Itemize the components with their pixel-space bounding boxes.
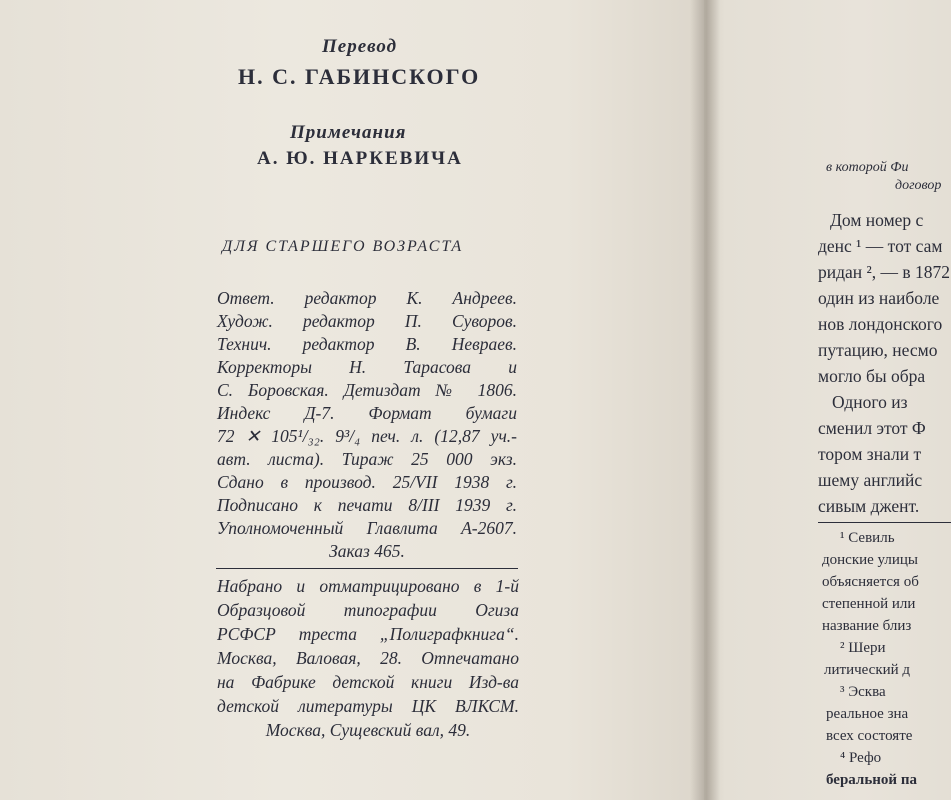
footnote-line: ¹ Севиль: [840, 530, 895, 546]
body-line: Дом номер с: [830, 210, 924, 230]
printer-line: РСФСР треста „Полиграфкнига“.: [217, 624, 519, 644]
body-line: сивым джент.: [818, 496, 920, 516]
body-line: один из наиболе: [818, 288, 940, 308]
footnote-line: донские улицы: [822, 552, 918, 568]
imprint-line: Худож. редактор П. Суворов.: [217, 311, 517, 331]
body-line: путацию, несмо: [818, 340, 938, 360]
divider-rule: [216, 568, 518, 569]
notes-author: А. Ю. НАРКЕВИЧА: [257, 148, 463, 169]
body-line: шему английс: [818, 470, 923, 490]
imprint-line: С. Боровская. Детиздат № 1806.: [217, 380, 517, 400]
footnote-line: ² Шери: [840, 640, 886, 656]
footnote-line: реальное зна: [826, 706, 909, 722]
imprint-line: Сдано в производ. 25/VII 1938 г.: [217, 472, 517, 492]
body-line: ридан ², — в 1872: [818, 262, 951, 282]
body-line: тором знали т: [818, 444, 922, 464]
imprint-line: Подписано к печати 8/III 1939 г.: [217, 495, 517, 515]
printer-line: Набрано и отматрицировано в 1-й: [217, 576, 519, 596]
footnote-line: ³ Эсква: [840, 684, 886, 700]
translator-name: Н. С. ГАБИНСКОГО: [238, 64, 481, 89]
imprint-line: Ответ. редактор К. Андреев.: [217, 288, 517, 308]
printer-line: Образцовой типографии Огиза: [217, 600, 519, 620]
imprint-line: авт. листа). Тираж 25 000 экз.: [217, 449, 517, 469]
body-line: сменил этот Ф: [818, 418, 926, 438]
notes-label: Примечания: [290, 122, 407, 143]
right-page: [704, 0, 951, 800]
printer-line: детской литературы ЦК ВЛКСМ.: [217, 696, 519, 716]
printer-line: Москва, Сущевский вал, 49.: [265, 720, 471, 740]
footnote-line: объясняется об: [822, 574, 919, 590]
body-line: нов лондонского: [818, 314, 943, 334]
footnote-line: литический д: [824, 662, 911, 678]
imprint-line: Технич. редактор В. Невраев.: [217, 334, 517, 354]
imprint-line: Корректоры Н. Тарасова и: [217, 357, 517, 377]
body-line: могло бы обра: [818, 366, 926, 386]
imprint-line: 72 ✕ 105¹/₃₂. 9³/₄ печ. л. (12,87 уч.-: [217, 426, 517, 446]
chapter-heading-line: в которой Фи: [826, 160, 909, 175]
age-group-label: ДЛЯ СТАРШЕГО ВОЗРАСТА: [222, 238, 464, 255]
footnote-line: ⁴ Рефо: [840, 750, 882, 766]
body-line: денс ¹ — тот сам: [818, 236, 943, 256]
translation-label: Перевод: [322, 36, 398, 57]
imprint-line: Уполномоченный Главлита А-2607.: [217, 518, 517, 538]
printer-line: Москва, Валовая, 28. Отпечатано: [217, 648, 519, 668]
printer-line: на Фабрике детской книги Изд-ва: [217, 672, 519, 692]
body-line: Одного из: [832, 392, 908, 412]
imprint-line: Индекс Д-7. Формат бумаги: [217, 403, 517, 423]
footnote-rule: [818, 522, 951, 523]
order-number: Заказ 465.: [329, 541, 405, 561]
footnote-line: название близ: [822, 618, 912, 634]
book-gutter: [690, 0, 720, 800]
footnote-line: всех состояте: [826, 728, 913, 744]
footnote-line: беральной па: [826, 772, 917, 788]
footnote-line: степенной или: [822, 596, 916, 612]
chapter-heading-line: договор: [895, 178, 942, 193]
